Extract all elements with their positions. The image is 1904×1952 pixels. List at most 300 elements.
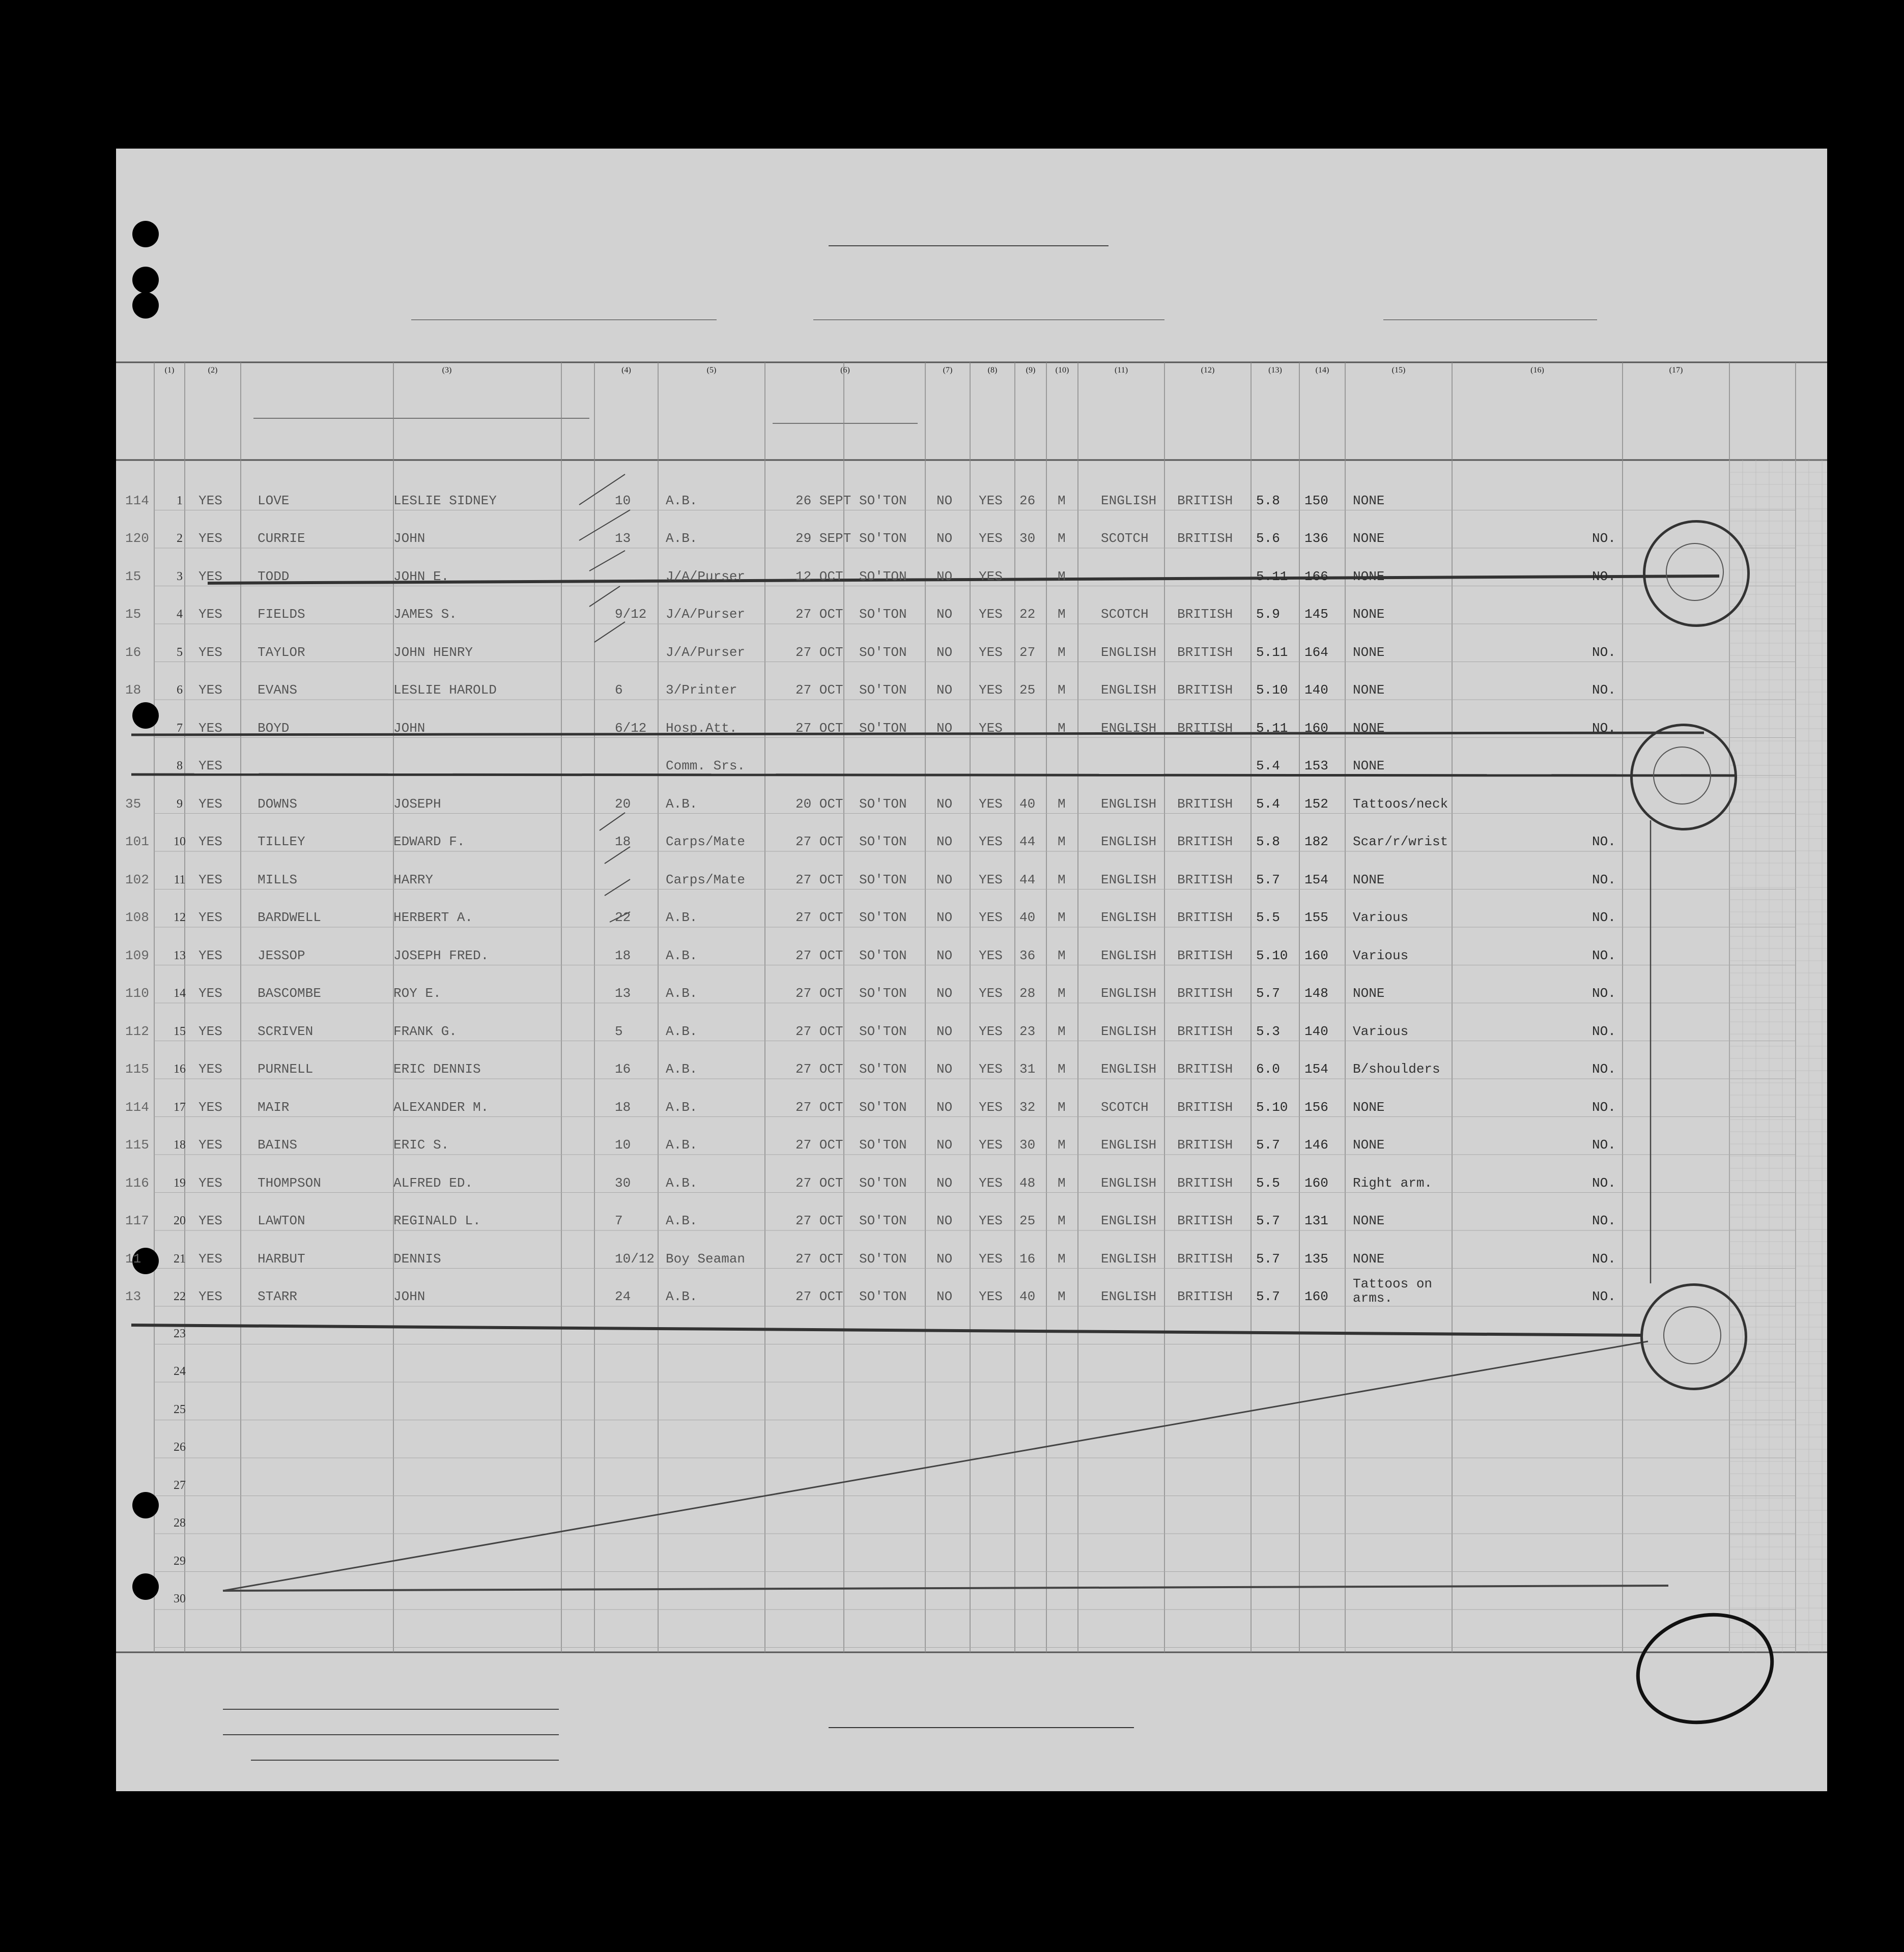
- cell-family: HARBUT: [258, 1251, 305, 1267]
- table-row: [116, 910, 1827, 930]
- cell-crew: YES: [198, 720, 222, 736]
- cell-position: A.B.: [666, 910, 698, 925]
- signature-line: [829, 1727, 1134, 1728]
- cell-remarks: NO.: [1592, 910, 1616, 925]
- cell-family: STARR: [258, 1289, 298, 1304]
- cell-height: 5.5: [1256, 910, 1280, 925]
- cell-read: YES: [979, 1213, 1003, 1228]
- cell-where: SO'TON: [859, 493, 907, 508]
- title-rule: [829, 245, 1109, 246]
- cell-sex: M: [1058, 1175, 1066, 1191]
- table-row: [116, 607, 1827, 627]
- footer-rule: [223, 1734, 559, 1735]
- cell-sex: M: [1058, 1023, 1066, 1039]
- cell-sex: M: [1058, 720, 1066, 736]
- cell-weight: 166: [1304, 568, 1328, 584]
- cell-physical-marks: NONE: [1353, 1137, 1385, 1153]
- cell-read: YES: [979, 1137, 1003, 1153]
- row-number: 18: [174, 1138, 186, 1152]
- cell-crew: YES: [198, 910, 222, 925]
- cell-sex: M: [1058, 644, 1066, 660]
- cell-remarks: NO.: [1592, 1061, 1616, 1077]
- cell-given: JOHN: [393, 1289, 425, 1304]
- cell-height: 5.4: [1256, 758, 1280, 773]
- cell-given: HARRY: [393, 872, 434, 887]
- cell-height: 5.7: [1256, 1137, 1280, 1153]
- cell-family: TODD: [258, 568, 290, 584]
- cell-position: A.B.: [666, 1137, 698, 1153]
- footer-rule: [251, 1760, 559, 1761]
- cell-age: 40: [1019, 1289, 1036, 1304]
- cell-sex: M: [1058, 986, 1066, 1001]
- cell-weight: 145: [1304, 607, 1328, 622]
- cell-physical-marks: NONE: [1353, 1099, 1385, 1115]
- cell-nat: BRITISH: [1177, 948, 1233, 963]
- cell-family: LOVE: [258, 493, 290, 508]
- column-number: (12): [1201, 366, 1215, 375]
- cell-position: J/A/Purser: [666, 607, 746, 622]
- cell-remarks: NO.: [1592, 986, 1616, 1001]
- cell-physical-marks: Various: [1353, 948, 1409, 963]
- art-number: 11: [125, 1251, 141, 1267]
- cell-disch: NO: [936, 1175, 953, 1191]
- table-row: [116, 986, 1827, 1006]
- cell-height: 5.9: [1256, 607, 1280, 622]
- cell-family: SCRIVEN: [258, 1023, 314, 1039]
- art-number: 120: [125, 531, 149, 546]
- cell-disch: NO: [936, 986, 953, 1001]
- cell-physical-marks: Scar/r/wrist: [1353, 834, 1448, 849]
- stamp-city: [1655, 1669, 1764, 1698]
- cell-where: SO'TON: [859, 644, 907, 660]
- row-number: 17: [174, 1100, 186, 1114]
- cell-read: YES: [979, 568, 1003, 584]
- cell-service: 18: [615, 1099, 631, 1115]
- cell-nat: BRITISH: [1177, 1213, 1233, 1228]
- art-number: 115: [125, 1061, 149, 1077]
- cell-given: JOHN E.: [393, 568, 449, 584]
- table-row: [116, 1251, 1827, 1272]
- cell-height: 5.7: [1256, 1289, 1280, 1304]
- art-number: 15: [125, 607, 141, 622]
- row-number: 28: [174, 1516, 186, 1530]
- cell-where: SO'TON: [859, 607, 907, 622]
- cell-position: A.B.: [666, 948, 698, 963]
- art-number: 16: [125, 644, 141, 660]
- cell-age: 27: [1019, 644, 1036, 660]
- cell-given: ALEXANDER M.: [393, 1099, 489, 1115]
- punch-hole: [132, 1492, 159, 1518]
- cell-where: SO'TON: [859, 986, 907, 1001]
- cell-physical-marks: Right arm.: [1353, 1175, 1433, 1191]
- cell-read: YES: [979, 948, 1003, 963]
- cell-position: A.B.: [666, 1099, 698, 1115]
- cell-age: 25: [1019, 1213, 1036, 1228]
- cell-remarks: NO.: [1592, 1023, 1616, 1039]
- cell-read: YES: [979, 607, 1003, 622]
- cell-read: YES: [979, 986, 1003, 1001]
- cell-race: ENGLISH: [1101, 910, 1157, 925]
- cell-disch: NO: [936, 1023, 953, 1039]
- cell-crew: YES: [198, 948, 222, 963]
- cell-height: 5.10: [1256, 1099, 1288, 1115]
- cell-weight: 131: [1304, 1213, 1328, 1228]
- column-number: (7): [943, 366, 953, 375]
- column-number: (8): [987, 366, 998, 375]
- cell-given: DENNIS: [393, 1251, 441, 1267]
- cell-position: Hosp.Att.: [666, 720, 737, 736]
- cell-crew: YES: [198, 568, 222, 584]
- strike-line: [131, 1325, 1643, 1335]
- cell-sex: M: [1058, 682, 1066, 698]
- cell-family: MILLS: [258, 872, 298, 887]
- cell-family: MAIR: [258, 1099, 290, 1115]
- cell-read: YES: [979, 1023, 1003, 1039]
- cell-read: YES: [979, 720, 1003, 736]
- column-number: (15): [1391, 366, 1406, 375]
- cell-crew: YES: [198, 493, 222, 508]
- cell-nat: BRITISH: [1177, 1099, 1233, 1115]
- table-row: [116, 721, 1827, 741]
- cell-height: 5.10: [1256, 948, 1288, 963]
- cell-physical-marks: NONE: [1353, 986, 1385, 1001]
- cell-when: 27 OCT: [795, 872, 843, 887]
- cell-remarks: NO.: [1592, 834, 1616, 849]
- cell-age: 16: [1019, 1251, 1036, 1267]
- cell-read: YES: [979, 872, 1003, 887]
- row-number: 9: [177, 797, 183, 811]
- cell-given: EDWARD F.: [393, 834, 465, 849]
- cell-crew: YES: [198, 1023, 222, 1039]
- cell-disch: NO: [936, 1061, 953, 1077]
- cell-service: 13: [615, 531, 631, 546]
- cell-when: 27 OCT: [795, 986, 843, 1001]
- cell-physical-marks: NONE: [1353, 568, 1385, 584]
- cell-age: 44: [1019, 872, 1036, 887]
- cell-crew: YES: [198, 1289, 222, 1304]
- cell-given: ALFRED ED.: [393, 1175, 473, 1191]
- cell-position: 3/Printer: [666, 682, 737, 698]
- row-number: 13: [174, 949, 186, 962]
- cell-service: 6/12: [615, 720, 647, 736]
- cell-physical-marks: Various: [1353, 1023, 1409, 1039]
- cell-remarks: NO.: [1592, 872, 1616, 887]
- cell-service: 16: [615, 1061, 631, 1077]
- row-number: 19: [174, 1176, 186, 1190]
- art-number: 109: [125, 948, 149, 963]
- cell-height: 5.7: [1256, 872, 1280, 887]
- cell-sex: M: [1058, 910, 1066, 925]
- punch-hole: [132, 267, 159, 293]
- cell-nat: BRITISH: [1177, 644, 1233, 660]
- cell-family: PURNELL: [258, 1061, 314, 1077]
- void-line: [223, 1586, 1668, 1591]
- row-number: 23: [174, 1327, 186, 1340]
- cell-crew: YES: [198, 607, 222, 622]
- row-number: 6: [177, 683, 183, 697]
- row-number: 26: [174, 1441, 186, 1454]
- cell-position: Comm. Srs.: [666, 758, 746, 773]
- cell-weight: 182: [1304, 834, 1328, 849]
- footer-rule: [223, 1709, 559, 1710]
- cell-sex: M: [1058, 1061, 1066, 1077]
- consulate-seal: [1640, 1283, 1747, 1390]
- cell-age: 31: [1019, 1061, 1036, 1077]
- cell-nat: BRITISH: [1177, 1251, 1233, 1267]
- cell-disch: NO: [936, 796, 953, 812]
- cell-age: 40: [1019, 796, 1036, 812]
- cell-when: 27 OCT: [795, 1251, 843, 1267]
- column-number: (11): [1114, 366, 1128, 375]
- cell-weight: 156: [1304, 1099, 1328, 1115]
- cell-height: 5.6: [1256, 531, 1280, 546]
- row-number: 1: [177, 494, 183, 507]
- cell-disch: NO: [936, 834, 953, 849]
- cell-race: ENGLISH: [1101, 1213, 1157, 1228]
- table-row: [116, 1213, 1827, 1233]
- table-row: [116, 834, 1827, 854]
- cell-when: 27 OCT: [795, 948, 843, 963]
- cell-physical-marks: Tattoos on arms.: [1353, 1276, 1433, 1306]
- row-number: 2: [177, 532, 183, 545]
- cell-disch: NO: [936, 872, 953, 887]
- cell-family: BARDWELL: [258, 910, 321, 925]
- row-number: 12: [174, 911, 186, 924]
- cell-where: SO'TON: [859, 1023, 907, 1039]
- cell-given: FRANK G.: [393, 1023, 457, 1039]
- art-number: 15: [125, 568, 141, 584]
- cell-nat: BRITISH: [1177, 1023, 1233, 1039]
- cell-weight: 150: [1304, 493, 1328, 508]
- cell-when: 29 SEPT: [795, 531, 851, 546]
- cell-age: 40: [1019, 910, 1036, 925]
- cell-nat: BRITISH: [1177, 682, 1233, 698]
- cell-disch: NO: [936, 1213, 953, 1228]
- cell-read: YES: [979, 493, 1003, 508]
- cell-when: 27 OCT: [795, 1099, 843, 1115]
- cell-position: A.B.: [666, 493, 698, 508]
- ruled-grid: [116, 149, 1827, 1791]
- cell-family: THOMPSON: [258, 1175, 321, 1191]
- cell-remarks: NO.: [1592, 644, 1616, 660]
- cell-family: DOWNS: [258, 796, 298, 812]
- table-row: [116, 645, 1827, 665]
- cell-age: 23: [1019, 1023, 1036, 1039]
- row-number: 21: [174, 1252, 186, 1266]
- cell-sex: M: [1058, 1213, 1066, 1228]
- cell-crew: YES: [198, 1137, 222, 1153]
- cell-physical-marks: NONE: [1353, 1213, 1385, 1228]
- table-row: [116, 872, 1827, 893]
- cell-disch: NO: [936, 493, 953, 508]
- art-number: 114: [125, 493, 149, 508]
- cell-age: 30: [1019, 1137, 1036, 1153]
- cell-remarks: NO.: [1592, 1289, 1616, 1304]
- cell-service: 20: [615, 796, 631, 812]
- cell-read: YES: [979, 531, 1003, 546]
- table-row: [116, 682, 1827, 703]
- cell-given: ERIC DENNIS: [393, 1061, 481, 1077]
- column-number: (10): [1055, 366, 1069, 375]
- row-number: 22: [174, 1290, 186, 1303]
- cell-position: A.B.: [666, 531, 698, 546]
- cell-when: 27 OCT: [795, 1061, 843, 1077]
- cell-where: SO'TON: [859, 910, 907, 925]
- cell-disch: NO: [936, 1251, 953, 1267]
- cell-position: A.B.: [666, 986, 698, 1001]
- column-number: (9): [1026, 366, 1036, 375]
- cell-physical-marks: NONE: [1353, 644, 1385, 660]
- cell-nat: BRITISH: [1177, 986, 1233, 1001]
- cell-service: 10: [615, 1137, 631, 1153]
- cell-nat: BRITISH: [1177, 531, 1233, 546]
- cell-crew: YES: [198, 1061, 222, 1077]
- table-row: [116, 1175, 1827, 1196]
- tick-mark: [589, 586, 620, 607]
- cell-when: 27 OCT: [795, 607, 843, 622]
- row-number: 27: [174, 1478, 186, 1492]
- cell-physical-marks: NONE: [1353, 682, 1385, 698]
- table-row: [116, 1100, 1827, 1120]
- cell-crew: YES: [198, 796, 222, 812]
- cell-service: 7: [615, 1213, 623, 1228]
- cell-read: YES: [979, 1099, 1003, 1115]
- cell-when: 27 OCT: [795, 682, 843, 698]
- cell-family: CURRIE: [258, 531, 305, 546]
- cell-age: 26: [1019, 493, 1036, 508]
- consulate-seal: [1643, 520, 1750, 627]
- art-number: 102: [125, 872, 149, 887]
- cell-remarks: NO.: [1592, 568, 1616, 584]
- cell-when: 27 OCT: [795, 1023, 843, 1039]
- cell-family: BAINS: [258, 1137, 298, 1153]
- table-row: [116, 493, 1827, 513]
- cell-remarks: NO.: [1592, 720, 1616, 736]
- table-row: [116, 796, 1827, 817]
- cell-where: SO'TON: [859, 1061, 907, 1077]
- cell-physical-marks: NONE: [1353, 607, 1385, 622]
- column-number: (4): [621, 366, 631, 375]
- column-number: (14): [1315, 366, 1329, 375]
- cell-race: ENGLISH: [1101, 1251, 1157, 1267]
- cell-race: ENGLISH: [1101, 834, 1157, 849]
- cell-family: TILLEY: [258, 834, 305, 849]
- cell-crew: YES: [198, 1213, 222, 1228]
- cell-disch: NO: [936, 948, 953, 963]
- cell-service: 9/12: [615, 607, 647, 622]
- cell-disch: NO: [936, 1137, 953, 1153]
- stamp-date: [1649, 1644, 1757, 1673]
- art-number: 115: [125, 1137, 149, 1153]
- cell-race: SCOTCH: [1101, 1099, 1149, 1115]
- cell-where: SO'TON: [859, 1175, 907, 1191]
- cell-read: YES: [979, 796, 1003, 812]
- cell-age: 48: [1019, 1175, 1036, 1191]
- cell-sex: M: [1058, 568, 1066, 584]
- cell-where: SO'TON: [859, 682, 907, 698]
- cell-weight: 153: [1304, 758, 1328, 773]
- cell-given: LESLIE SIDNEY: [393, 493, 497, 508]
- cell-position: A.B.: [666, 796, 698, 812]
- column-number: (3): [442, 366, 452, 375]
- cell-given: ERIC S.: [393, 1137, 449, 1153]
- cell-position: A.B.: [666, 1289, 698, 1304]
- cell-service: 13: [615, 986, 631, 1001]
- cell-position: A.B.: [666, 1023, 698, 1039]
- cell-height: 5.7: [1256, 1251, 1280, 1267]
- cell-family: LAWTON: [258, 1213, 305, 1228]
- column-number: (16): [1530, 366, 1544, 375]
- cell-height: 5.11: [1256, 720, 1288, 736]
- row-number: 16: [174, 1063, 186, 1076]
- vessel-line: [116, 317, 1827, 342]
- cell-given: JAMES S.: [393, 607, 457, 622]
- cell-when: 27 OCT: [795, 720, 843, 736]
- cell-family: JESSOP: [258, 948, 305, 963]
- cell-when: 27 OCT: [795, 1213, 843, 1228]
- column-number: (17): [1669, 366, 1683, 375]
- cell-service: 5: [615, 1023, 623, 1039]
- cell-where: SO'TON: [859, 1251, 907, 1267]
- cell-age: 25: [1019, 682, 1036, 698]
- cell-service: 18: [615, 834, 631, 849]
- cell-family: TAYLOR: [258, 644, 305, 660]
- cell-when: 12 OCT: [795, 568, 843, 584]
- column-number: (2): [208, 366, 218, 375]
- cell-nat: BRITISH: [1177, 1137, 1233, 1153]
- row-number: 25: [174, 1402, 186, 1416]
- cell-where: SO'TON: [859, 1213, 907, 1228]
- manifest-sheet: [116, 149, 1827, 1791]
- cell-remarks: NO.: [1592, 531, 1616, 546]
- cell-physical-marks: NONE: [1353, 758, 1385, 773]
- cell-disch: NO: [936, 910, 953, 925]
- cell-sex: M: [1058, 1251, 1066, 1267]
- column-number: (13): [1268, 366, 1282, 375]
- art-number: 13: [125, 1289, 141, 1304]
- cell-physical-marks: Various: [1353, 910, 1409, 925]
- cell-family: EVANS: [258, 682, 298, 698]
- cell-physical-marks: B/shoulders: [1353, 1061, 1440, 1077]
- cell-sex: M: [1058, 834, 1066, 849]
- table-row: [116, 531, 1827, 551]
- cell-remarks: NO.: [1592, 1175, 1616, 1191]
- cell-weight: 154: [1304, 1061, 1328, 1077]
- cell-race: ENGLISH: [1101, 796, 1157, 812]
- cell-weight: 148: [1304, 986, 1328, 1001]
- cell-when: 27 OCT: [795, 834, 843, 849]
- cell-height: 5.5: [1256, 1175, 1280, 1191]
- cell-age: 28: [1019, 986, 1036, 1001]
- punch-hole: [132, 1573, 159, 1600]
- row-number: 15: [174, 1024, 186, 1038]
- cell-nat: BRITISH: [1177, 872, 1233, 887]
- cell-race: ENGLISH: [1101, 948, 1157, 963]
- cell-position: Carps/Mate: [666, 872, 746, 887]
- cell-sex: M: [1058, 948, 1066, 963]
- art-number: 110: [125, 986, 149, 1001]
- cell-when: 27 OCT: [795, 1289, 843, 1304]
- cell-crew: YES: [198, 531, 222, 546]
- cell-physical-marks: Tattoos/neck: [1353, 796, 1448, 812]
- cell-weight: 140: [1304, 1023, 1328, 1039]
- art-number: 112: [125, 1023, 149, 1039]
- cell-age: 22: [1019, 607, 1036, 622]
- cell-when: 27 OCT: [795, 910, 843, 925]
- seal-text: [1661, 1271, 1727, 1386]
- art-number: 117: [125, 1213, 149, 1228]
- void-diagonal: [223, 1341, 1648, 1591]
